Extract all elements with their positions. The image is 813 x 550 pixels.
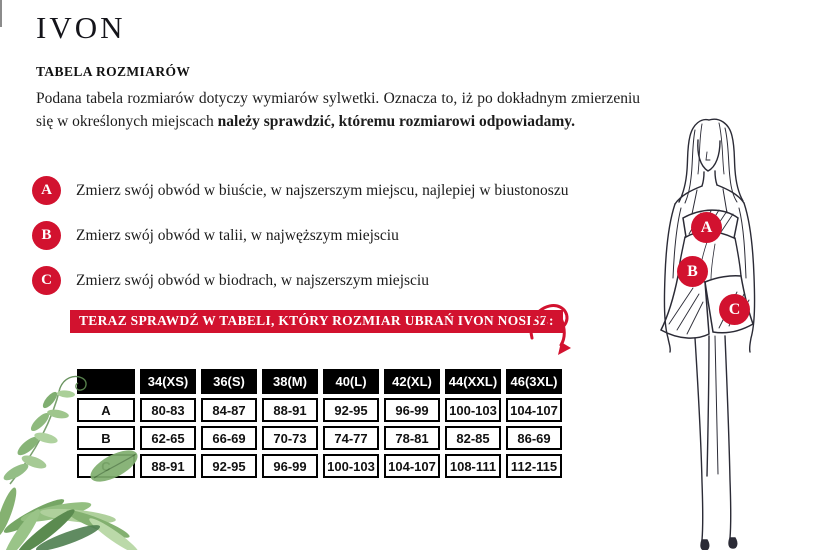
measure-steps	[32, 176, 568, 311]
figure-marker-a: A	[691, 212, 722, 243]
size-cell: 78-81	[384, 426, 440, 450]
size-column-header: 42(XL)	[384, 369, 440, 394]
step-text-b: Zmierz swój obwód w talii, w najwęższym miejsciu	[76, 226, 399, 244]
size-cell: 100-103	[323, 454, 379, 478]
size-column-header: 44(XXL)	[445, 369, 501, 394]
size-cell: 82-85	[445, 426, 501, 450]
size-row-label: B	[77, 426, 135, 450]
size-column-header: 38(M)	[262, 369, 318, 394]
brand-logo: IVON	[36, 10, 126, 45]
figure-marker-b: B	[677, 256, 708, 287]
size-cell: 112-115	[506, 454, 562, 478]
intro-text-bold: należy sprawdzić, któremu rozmiarowi odpowiadamy.	[217, 112, 575, 130]
size-column-header: 34(XS)	[140, 369, 196, 394]
size-cell: 86-69	[506, 426, 562, 450]
intro-paragraph	[36, 88, 640, 134]
step-badge-c: C	[32, 266, 61, 295]
size-cell: 104-107	[384, 454, 440, 478]
size-cell: 70-73	[262, 426, 318, 450]
foliage-decoration	[0, 366, 186, 550]
size-cell: 104-107	[506, 398, 562, 422]
size-cell: 100-103	[445, 398, 501, 422]
size-cell: 80-83	[140, 398, 196, 422]
step-badge-a: A	[32, 176, 61, 205]
size-cell: 66-69	[201, 426, 257, 450]
size-cell: 92-95	[323, 398, 379, 422]
measure-step-b	[32, 221, 568, 250]
step-badge-b: B	[32, 221, 61, 250]
size-cell: 74-77	[323, 426, 379, 450]
size-column-header: 36(S)	[201, 369, 257, 394]
size-row-label: A	[77, 398, 135, 422]
size-cell: 92-95	[201, 454, 257, 478]
size-cell: 62-65	[140, 426, 196, 450]
step-text-c: Zmierz swój obwód w biodrach, w najszerszym miejsciu	[76, 271, 429, 289]
size-cell: 96-99	[384, 398, 440, 422]
size-cell: 84-87	[201, 398, 257, 422]
size-column-header: 46(3XL)	[506, 369, 562, 394]
size-cell: 88-91	[262, 398, 318, 422]
size-cell: 88-91	[140, 454, 196, 478]
top-edge-line	[0, 0, 2, 27]
size-column-header: 40(L)	[323, 369, 379, 394]
measure-step-a	[32, 176, 568, 205]
step-text-a: Zmierz swój obwód w biuście, w najszerszym miejscu, najlepiej w biustonoszu	[76, 181, 569, 199]
page-title: TABELA ROZMIARÓW	[36, 64, 191, 79]
measure-step-c	[32, 266, 568, 295]
size-cell: 108-111	[445, 454, 501, 478]
size-cell: 96-99	[262, 454, 318, 478]
figure-marker-c: C	[719, 294, 750, 325]
check-table-banner: TERAZ SPRAWDŹ W TABELI, KTÓRY ROZMIAR UBRAŃ IVON NOSISZ:	[70, 310, 563, 333]
intro-text: Podana tabela rozmiarów dotyczy wymiarów sylwetki. Oznacza to, iż po dokładnym zmierzeniu się w określonych miejscach	[36, 90, 640, 130]
curly-arrow-icon	[524, 298, 580, 360]
